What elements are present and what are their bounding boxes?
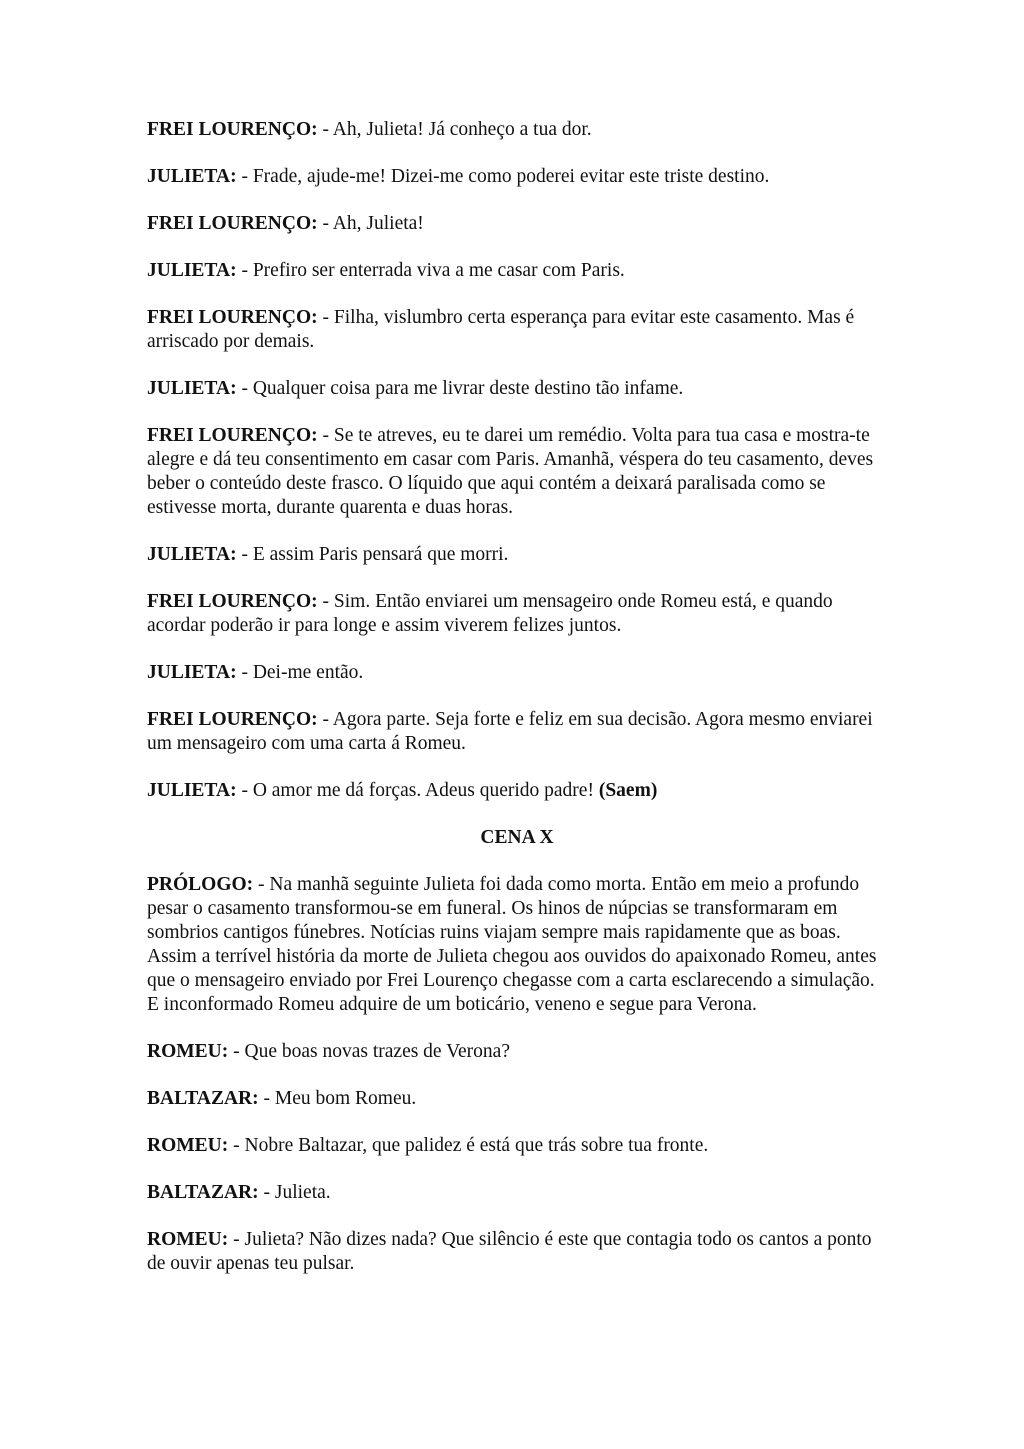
dialogue-text: - Ah, Julieta! Já conheço a tua dor. — [317, 119, 592, 140]
speaker-name: JULIETA: — [147, 662, 237, 683]
dialogue-text: - Que boas novas trazes de Verona? — [228, 1041, 510, 1062]
dialogue-text: - Julieta? Não dizes nada? Que silêncio é este que contagia todo os cantos a ponto de ouvir apenas teu pulsar. — [147, 1229, 872, 1274]
speaker-name: BALTAZAR: — [147, 1088, 259, 1109]
speaker-name: PRÓLOGO: — [147, 874, 254, 895]
dialogue-line — [147, 1228, 887, 1276]
speaker-name: JULIETA: — [147, 378, 237, 399]
dialogue-line — [147, 118, 887, 142]
dialogue-line — [147, 543, 887, 567]
dialogue-text: - Agora parte. Seja forte e feliz em sua decisão. Agora mesmo enviarei um mensageiro com uma carta á Romeu. — [147, 709, 873, 754]
dialogue-text: - Ah, Julieta! — [317, 213, 424, 234]
dialogue-line — [147, 661, 887, 685]
dialogue-text: - O amor me dá forças. Adeus querido padre! — [236, 780, 599, 801]
dialogue-line — [147, 424, 887, 520]
dialogue-line — [147, 1040, 887, 1064]
dialogue-text: - E assim Paris pensará que morri. — [236, 544, 509, 565]
dialogue-text: - Nobre Baltazar, que palidez é está que trás sobre tua fronte. — [228, 1135, 709, 1156]
speaker-name: JULIETA: — [147, 260, 237, 281]
speaker-name: FREI LOURENÇO: — [147, 307, 318, 328]
speaker-name: FREI LOURENÇO: — [147, 119, 318, 140]
speaker-name: ROMEU: — [147, 1041, 229, 1062]
speaker-name: ROMEU: — [147, 1229, 229, 1250]
speaker-name: FREI LOURENÇO: — [147, 709, 318, 730]
dialogue-line — [147, 1087, 887, 1111]
dialogue-line — [147, 377, 887, 401]
dialogue-text: - Qualquer coisa para me livrar deste destino tão infame. — [236, 378, 684, 399]
dialogue-line — [147, 779, 887, 803]
dialogue-text: - Na manhã seguinte Julieta foi dada como morta. Então em meio a profundo pesar o casamento transformou-se em funeral. Os hinos de núpcias se transformaram em sombrios cantigos fúnebres. Notícias ruins viajam sempre mais rapidamente que as boas. Assim a terrível história da morte de Julieta chegou aos ouvidos do apaixonado Romeu, antes que o mensageiro enviado por Frei Lourenço chegasse com a carta esclarecendo a simulação. E inconformado Romeu adquire de um boticário, veneno e segue para Verona. — [147, 874, 877, 1015]
dialogue-line — [147, 708, 887, 756]
speaker-name: FREI LOURENÇO: — [147, 213, 318, 234]
dialogue-text: - Meu bom Romeu. — [258, 1088, 417, 1109]
speaker-name: BALTAZAR: — [147, 1182, 259, 1203]
dialogue-text: - Frade, ajude-me! Dizei-me como poderei evitar este triste destino. — [236, 166, 770, 187]
speaker-name: FREI LOURENÇO: — [147, 591, 318, 612]
dialogue-line — [147, 306, 887, 354]
dialogue-line — [147, 590, 887, 638]
dialogue-text: - Julieta. — [258, 1182, 331, 1203]
document-page — [147, 118, 887, 1299]
dialogue-line — [147, 1134, 887, 1158]
dialogue-line — [147, 212, 887, 236]
dialogue-line — [147, 873, 887, 1017]
dialogue-text: - Se te atreves, eu te darei um remédio. Volta para tua casa e mostra-te alegre e dá teu consentimento em casar com Paris. Amanhã, véspera do teu casamento, deves beber o conteúdo deste frasco. O líquido que aqui contém a deixará paralisada como se estivesse morta, durante quarenta e duas horas. — [147, 425, 874, 518]
speaker-name: JULIETA: — [147, 780, 237, 801]
dialogue-line — [147, 165, 887, 189]
speaker-name: FREI LOURENÇO: — [147, 425, 318, 446]
dialogue-line — [147, 259, 887, 283]
speaker-name: JULIETA: — [147, 544, 237, 565]
scene-title: CENA X — [480, 827, 554, 848]
dialogue-text: - Dei-me então. — [236, 662, 364, 683]
dialogue-text: - Filha, vislumbro certa esperança para evitar este casamento. Mas é arriscado por demais. — [147, 307, 855, 352]
dialogue-text: - Sim. Então enviarei um mensageiro onde Romeu está, e quando acordar poderão ir para longe e assim viverem felizes juntos. — [147, 591, 833, 636]
stage-direction: (Saem) — [598, 780, 658, 801]
speaker-name: ROMEU: — [147, 1135, 229, 1156]
dialogue-text: - Prefiro ser enterrada viva a me casar com Paris. — [236, 260, 625, 281]
dialogue-line — [147, 1181, 887, 1205]
speaker-name: JULIETA: — [147, 166, 237, 187]
